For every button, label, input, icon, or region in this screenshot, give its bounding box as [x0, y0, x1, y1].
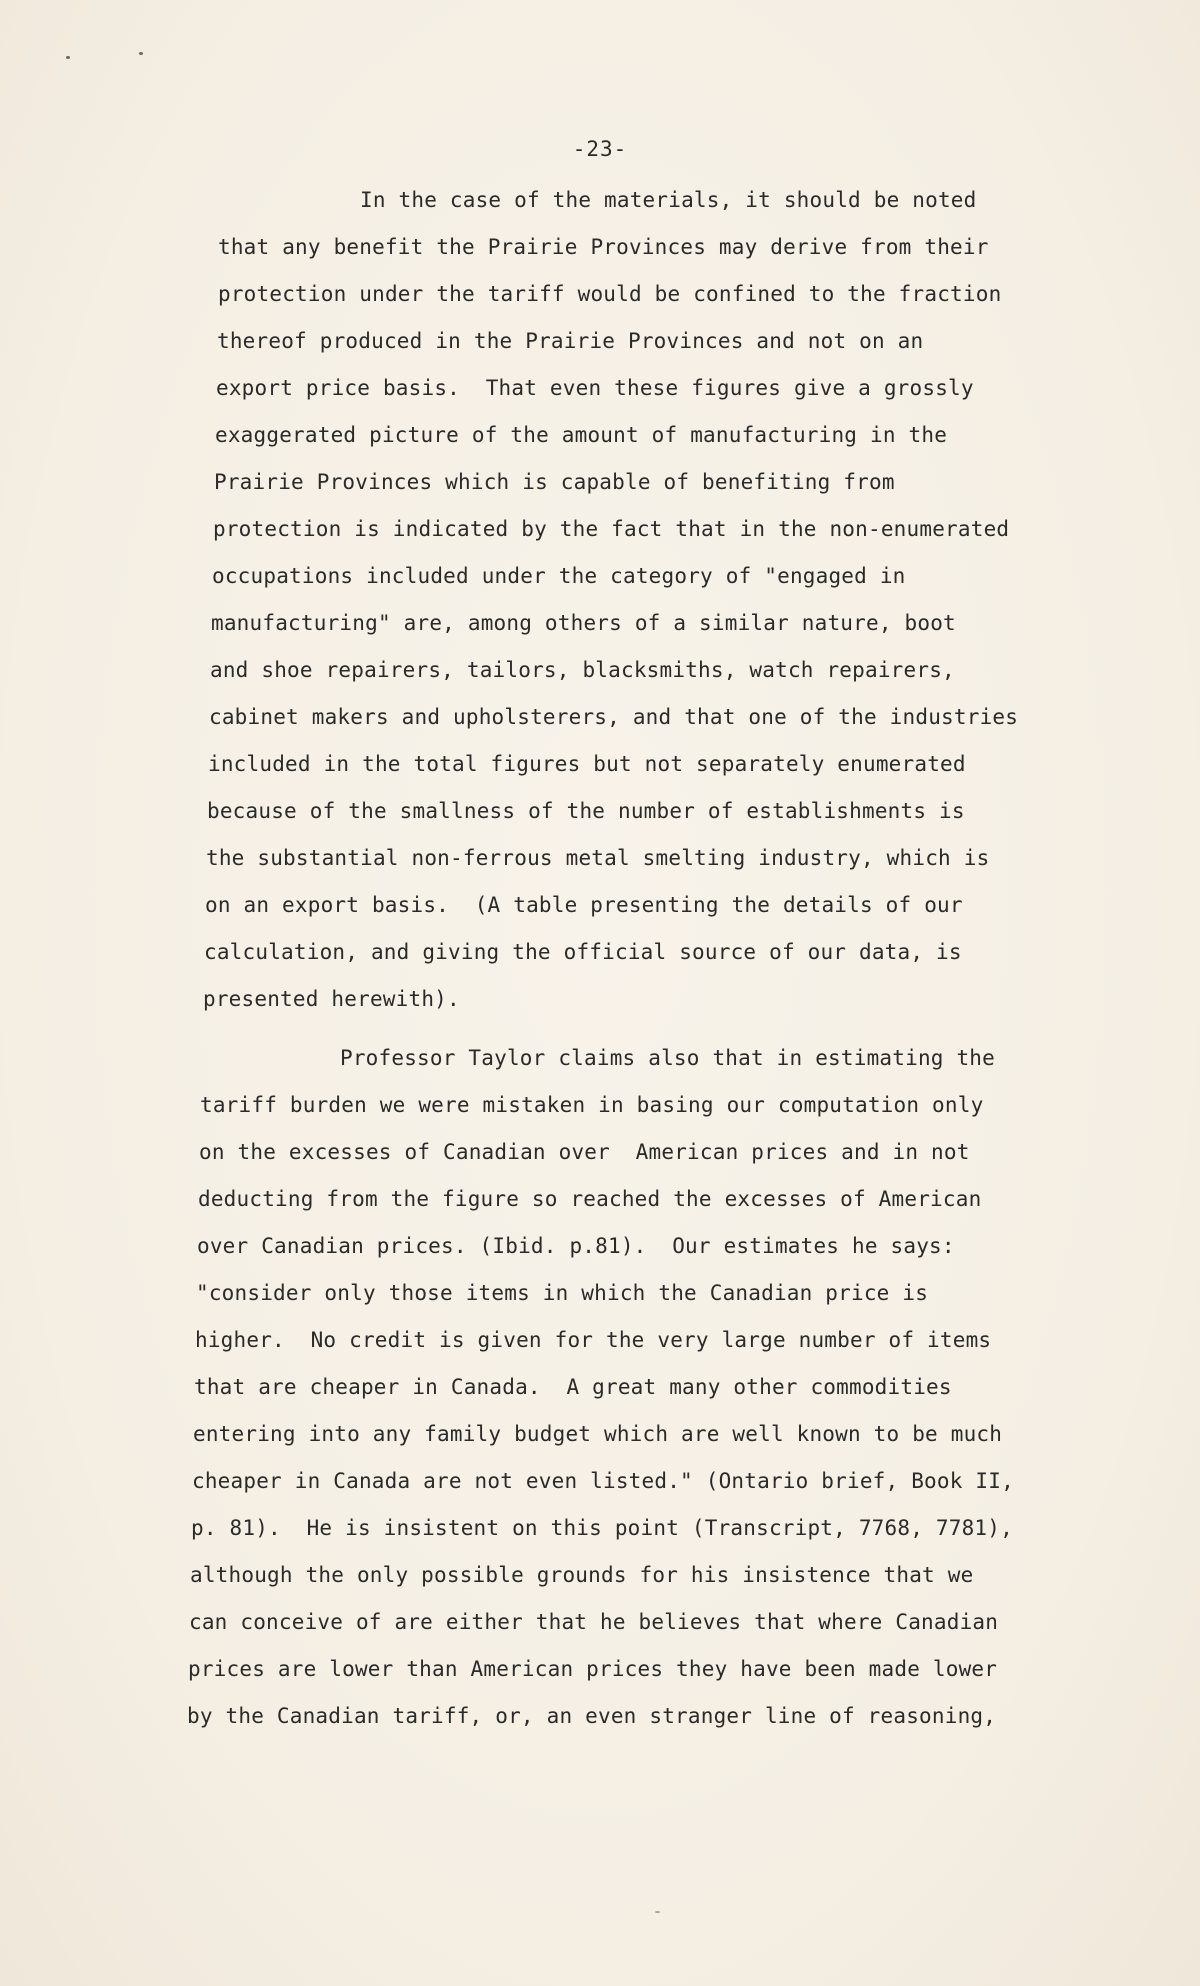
text-line: Prairie Provinces which is capable of benefiting from — [214, 470, 895, 494]
paper-speck — [66, 56, 70, 59]
text-line: In the case of the materials, it should be noted — [360, 188, 977, 212]
text-line: and shoe repairers, tailors, blacksmiths, watch repairers, — [210, 658, 955, 682]
text-line: that any benefit the Prairie Provinces may derive from their — [218, 235, 989, 259]
page-number: -23- — [572, 137, 628, 161]
text-line: by the Canadian tariff, or, an even stranger line of reasoning, — [187, 1704, 997, 1728]
text-line: protection under the tariff would be confined to the fraction — [218, 282, 1002, 306]
paper-speck — [655, 1911, 660, 1913]
text-line: because of the smallness of the number of establishments is — [207, 799, 965, 823]
text-line: cheaper in Canada are not even listed." (Ontario brief, Book II, — [192, 1469, 1014, 1493]
text-line: cabinet makers and upholsterers, and that one of the industries — [209, 705, 1019, 729]
text-line: although the only possible grounds for his insistence that we — [190, 1563, 974, 1587]
text-line: on the excesses of Canadian over American prices and in not — [199, 1140, 970, 1164]
text-line: the substantial non-ferrous metal smelting industry, which is — [206, 846, 990, 870]
text-line: calculation, and giving the official source of our data, is — [204, 940, 962, 964]
text-line: included in the total figures but not separately enumerated — [208, 752, 966, 776]
text-line: manufacturing" are, among others of a similar nature, boot — [211, 611, 956, 635]
text-line: over Canadian prices. (Ibid. p.81). Our estimates he says: — [197, 1234, 955, 1258]
text-line: prices are lower than American prices they have been made lower — [188, 1657, 998, 1681]
text-line: higher. No credit is given for the very large number of items — [195, 1328, 992, 1352]
text-line: that are cheaper in Canada. A great many other commodities — [194, 1375, 952, 1399]
paper-speck — [139, 52, 143, 55]
text-line: tariff burden we were mistaken in basing our computation only — [200, 1093, 984, 1117]
text-line: thereof produced in the Prairie Provinces and not on an — [217, 329, 924, 353]
text-line: deducting from the figure so reached the excesses of American — [198, 1187, 982, 1211]
text-line: presented herewith). — [203, 987, 460, 1011]
text-line: can conceive of are either that he believes that where Canadian — [189, 1610, 999, 1634]
text-line: entering into any family budget which are well known to be much — [193, 1422, 1003, 1446]
text-line: "consider only those items in which the Canadian price is — [196, 1281, 929, 1305]
text-line: Professor Taylor claims also that in estimating the — [340, 1046, 995, 1070]
text-line: exaggerated picture of the amount of manufacturing in the — [215, 423, 948, 447]
text-line: on an export basis. (A table presenting the details of our — [205, 893, 963, 917]
text-line: occupations included under the category of "engaged in — [212, 564, 906, 588]
text-line: p. 81). He is insistent on this point (Transcript, 7768, 7781), — [191, 1516, 1013, 1540]
text-line: protection is indicated by the fact that in the non-enumerated — [213, 517, 1010, 541]
text-line: export price basis. That even these figures give a grossly — [216, 376, 974, 400]
